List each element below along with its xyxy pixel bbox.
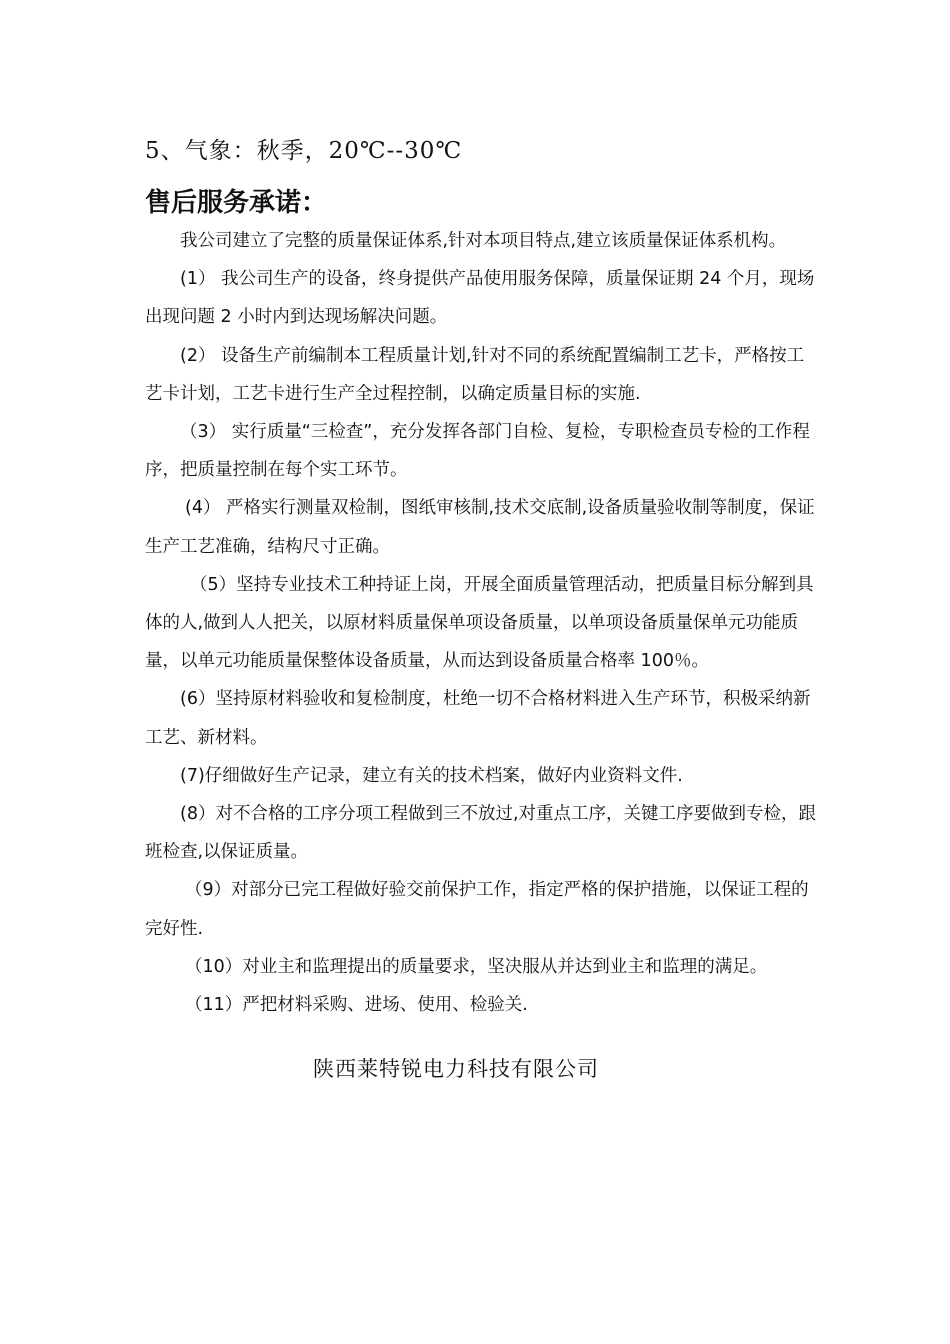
commitment-item-2: (2） 设备生产前编制本工程质量计划,针对不同的系统配置编制工艺卡，严格按工艺卡计划，工艺卡进行生产全过程控制，以确定质量目标的实施. <box>145 345 805 404</box>
intro-paragraph: 我公司建立了完整的质量保证体系,针对本项目特点,建立该质量保证体系机构。 <box>180 231 787 251</box>
commitment-body <box>145 222 817 1024</box>
commitment-item-8: (8）对不合格的工序分项工程做到三不放过,对重点工序，关键工序要做到专检，跟班检查,以保证质量。 <box>145 804 817 863</box>
commitment-item-9: （9）对部分已完工程做好验交前保护工作，指定严格的保护措施，以保证工程的完好性. <box>145 880 809 939</box>
company-signature: 陕西莱特锐电力科技有限公司 <box>313 1057 599 1081</box>
commitment-item-3: （3） 实行质量“三检查”，充分发挥各部门自检、复检，专职检查员专检的工作程序，把质量控制在每个实工环节。 <box>145 422 810 481</box>
commitment-item-10: （10）对业主和监理提出的质量要求，坚决服从并达到业主和监理的满足。 <box>185 956 768 977</box>
commitment-item-7: (7)仔细做好生产记录，建立有关的技术档案，做好内业资料文件. <box>180 765 683 786</box>
climate-line: 5、气象：秋季，20℃--30℃ <box>145 138 463 164</box>
commitment-item-1: (1） 我公司生产的设备，终身提供产品使用服务保障，质量保证期 24 个月，现场出现问题 2 小时内到达现场解决问题。 <box>145 269 815 328</box>
commitment-item-4: (4） 严格实行测量双检制，图纸审核制,技术交底制,设备质量验收制等制度，保证生产工艺准确，结构尺寸正确。 <box>145 498 815 557</box>
section-heading: 售后服务承诺： <box>145 188 328 218</box>
commitment-item-6: (6）坚持原材料验收和复检制度，杜绝一切不合格材料进入生产环节，积极采纳新工艺、新材料。 <box>145 689 811 748</box>
commitment-item-5: （5）坚持专业技术工种持证上岗，开展全面质量管理活动，把质量目标分解到具体的人,做到人人把关，以原材料质量保单项设备质量，以单项设备质量保单元功能质量，以单元功能质量保整体设备质量，从而达到设备质量合格率 100％。 <box>145 574 814 672</box>
commitment-item-11: （11）严把材料采购、进场、使用、检验关. <box>185 995 528 1016</box>
